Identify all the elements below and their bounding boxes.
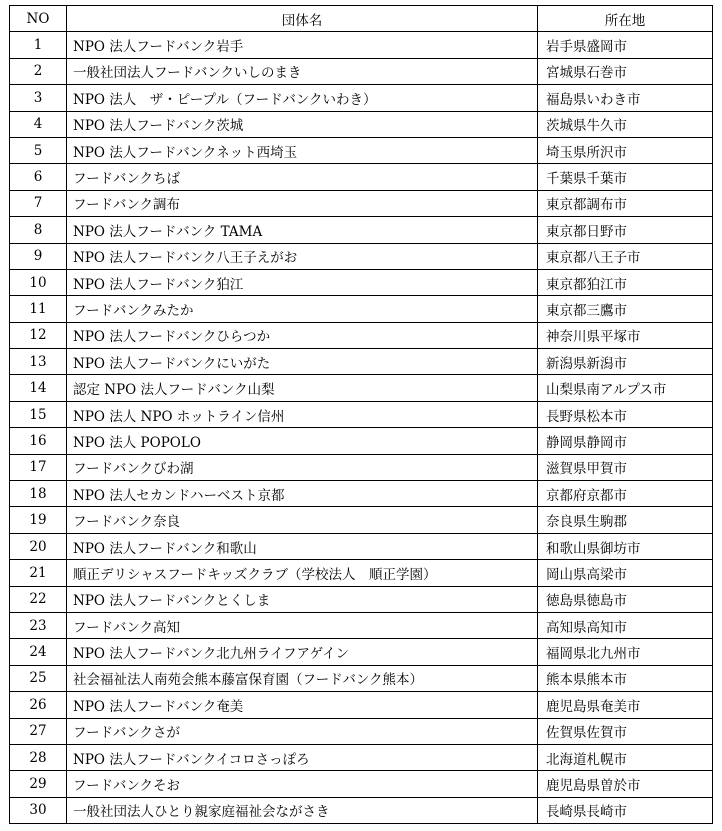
organization-name: 一般社団法人ひとり親家庭福祉会ながさき [67,797,538,823]
organization-name: NPO 法人フードバンクにいがた [67,349,538,375]
row-number: 9 [10,243,67,269]
row-number: 6 [10,164,67,190]
organization-name: NPO 法人フードバンク狛江 [67,269,538,295]
table-row [10,217,713,243]
location: 福島県いわき市 [538,85,713,111]
row-number: 3 [10,85,67,111]
location: 長野県松本市 [538,401,713,427]
location: 東京都三鷹市 [538,296,713,322]
organization-name: NPO 法人フードバンク TAMA [67,217,538,243]
organization-name: 一般社団法人フードバンクいしのまき [67,58,538,84]
organization-name: NPO 法人フードバンク八王子えがお [67,243,538,269]
row-number: 14 [10,375,67,401]
location: 東京都調布市 [538,190,713,216]
location: 東京都狛江市 [538,269,713,295]
table-row [10,428,713,454]
location: 奈良県生駒郡 [538,507,713,533]
table-row [10,137,713,163]
organization-name: NPO 法人フードバンクイコロさっぽろ [67,744,538,770]
table-row [10,481,713,507]
organization-name: NPO 法人 NPO ホットライン信州 [67,401,538,427]
row-number: 20 [10,533,67,559]
row-number: 28 [10,744,67,770]
row-number: 26 [10,692,67,718]
location: 千葉県千葉市 [538,164,713,190]
organization-name: NPO 法人フードバンクネット西埼玉 [67,137,538,163]
header-row [10,6,713,32]
row-number: 15 [10,401,67,427]
organization-name: NPO 法人 POPOLO [67,428,538,454]
organization-name: フードバンクみたか [67,296,538,322]
table-row [10,349,713,375]
row-number: 2 [10,58,67,84]
table-row [10,375,713,401]
location: 北海道札幌市 [538,744,713,770]
table-row [10,665,713,691]
location: 神奈川県平塚市 [538,322,713,348]
organization-name: NPO 法人セカンドハーベスト京都 [67,481,538,507]
table-row [10,58,713,84]
row-number: 17 [10,454,67,480]
row-number: 29 [10,771,67,797]
organization-table [9,5,713,824]
header-organization-name: 団体名 [67,6,538,32]
row-number: 12 [10,322,67,348]
row-number: 30 [10,797,67,823]
organization-name: 認定 NPO 法人フードバンク山梨 [67,375,538,401]
table-row [10,401,713,427]
location: 熊本県熊本市 [538,665,713,691]
table-row [10,454,713,480]
location: 埼玉県所沢市 [538,137,713,163]
row-number: 25 [10,665,67,691]
row-number: 21 [10,560,67,586]
table-row [10,692,713,718]
table-row [10,296,713,322]
table-row [10,32,713,58]
location: 鹿児島県曽於市 [538,771,713,797]
table-row [10,269,713,295]
table-row [10,612,713,638]
location: 長崎県長崎市 [538,797,713,823]
row-number: 24 [10,639,67,665]
location: 鹿児島県奄美市 [538,692,713,718]
location: 新潟県新潟市 [538,349,713,375]
row-number: 16 [10,428,67,454]
location: 東京都八王子市 [538,243,713,269]
table-row [10,639,713,665]
row-number: 7 [10,190,67,216]
location: 徳島県徳島市 [538,586,713,612]
row-number: 11 [10,296,67,322]
organization-name: フードバンク奈良 [67,507,538,533]
location: 和歌山県御坊市 [538,533,713,559]
table-row [10,744,713,770]
organization-name: フードバンク高知 [67,612,538,638]
header-location: 所在地 [538,6,713,32]
food-bank-list [9,5,713,824]
location: 岩手県盛岡市 [538,32,713,58]
table-row [10,718,713,744]
table-row [10,507,713,533]
table-row [10,560,713,586]
table-row [10,243,713,269]
table-row [10,533,713,559]
location: 静岡県静岡市 [538,428,713,454]
organization-name: NPO 法人 ザ・ピープル（フードバンクいわき） [67,85,538,111]
location: 高知県高知市 [538,612,713,638]
table-row [10,164,713,190]
organization-name: NPO 法人フードバンク奄美 [67,692,538,718]
organization-name: NPO 法人フードバンク茨城 [67,111,538,137]
location: 東京都日野市 [538,217,713,243]
table-row [10,322,713,348]
header-no: NO [10,6,67,32]
location: 滋賀県甲賀市 [538,454,713,480]
organization-name: フードバンクびわ湖 [67,454,538,480]
row-number: 23 [10,612,67,638]
table-row [10,771,713,797]
table-body [10,32,713,824]
organization-name: 順正デリシャスフードキッズクラブ（学校法人 順正学園） [67,560,538,586]
organization-name: フードバンクちば [67,164,538,190]
table-row [10,111,713,137]
organization-name: フードバンク調布 [67,190,538,216]
location: 佐賀県佐賀市 [538,718,713,744]
row-number: 19 [10,507,67,533]
row-number: 8 [10,217,67,243]
organization-name: NPO 法人フードバンク岩手 [67,32,538,58]
row-number: 5 [10,137,67,163]
table-row [10,586,713,612]
table-row [10,797,713,823]
row-number: 1 [10,32,67,58]
location: 茨城県牛久市 [538,111,713,137]
organization-name: NPO 法人フードバンクひらつか [67,322,538,348]
location: 京都府京都市 [538,481,713,507]
location: 福岡県北九州市 [538,639,713,665]
row-number: 18 [10,481,67,507]
table-row [10,85,713,111]
row-number: 22 [10,586,67,612]
row-number: 13 [10,349,67,375]
organization-name: NPO 法人フードバンク北九州ライフアゲイン [67,639,538,665]
row-number: 10 [10,269,67,295]
row-number: 27 [10,718,67,744]
organization-name: NPO 法人フードバンクとくしま [67,586,538,612]
location: 山梨県南アルプス市 [538,375,713,401]
table-row [10,190,713,216]
organization-name: フードバンクそお [67,771,538,797]
location: 宮城県石巻市 [538,58,713,84]
location: 岡山県高梁市 [538,560,713,586]
organization-name: 社会福祉法人南苑会熊本藤富保育園（フードバンク熊本） [67,665,538,691]
row-number: 4 [10,111,67,137]
organization-name: NPO 法人フードバンク和歌山 [67,533,538,559]
organization-name: フードバンクさが [67,718,538,744]
